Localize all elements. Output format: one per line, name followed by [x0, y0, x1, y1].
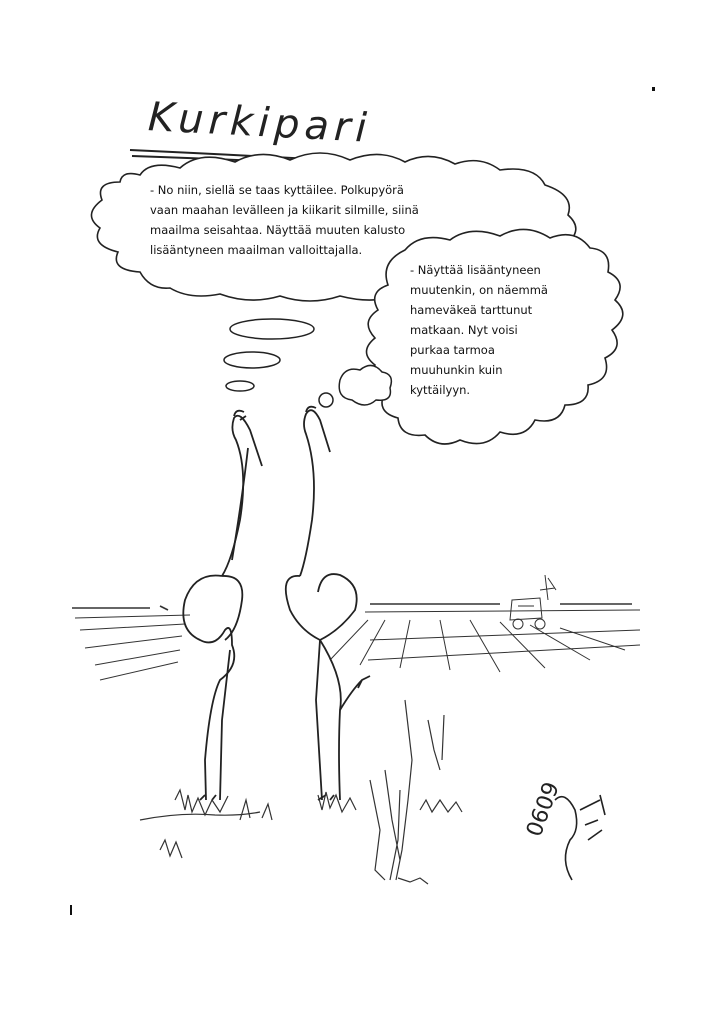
crane-left	[183, 411, 262, 800]
thought-line: purkaa tarmoa	[410, 343, 495, 357]
thought-text-right	[410, 260, 580, 400]
thought-trail-right	[319, 365, 391, 407]
thought-line: kyttäilyyn.	[410, 383, 471, 397]
thought-line: maailma seisahtaa. Näyttää muuten kalusto	[150, 223, 406, 237]
thought-line: matkaan. Nyt voisi	[410, 323, 518, 337]
scan-mark	[652, 87, 655, 91]
thought-line: muutenkin, on näemmä	[410, 283, 548, 297]
thought-trail-left	[224, 319, 314, 391]
signature	[555, 795, 605, 880]
page-title: Kurkipari	[146, 94, 373, 152]
signature-date: 0609	[522, 778, 565, 841]
thought-line: hameväkeä tarttunut	[410, 303, 533, 317]
thought-line: vaan maahan levälleen ja kiikarit silmille, siinä	[150, 203, 419, 217]
thought-text-left	[150, 180, 440, 260]
crane-right	[286, 407, 370, 800]
thought-line: lisääntyneen maailman valloittajalla.	[150, 243, 363, 257]
scan-mark-bottom	[70, 905, 72, 915]
thought-line: - Näyttää lisääntyneen	[410, 263, 541, 277]
thought-line: muuhunkin kuin	[410, 363, 503, 377]
grass	[140, 700, 462, 884]
thought-line: - No niin, siellä se taas kyttäilee. Polkupyörä	[150, 183, 404, 197]
